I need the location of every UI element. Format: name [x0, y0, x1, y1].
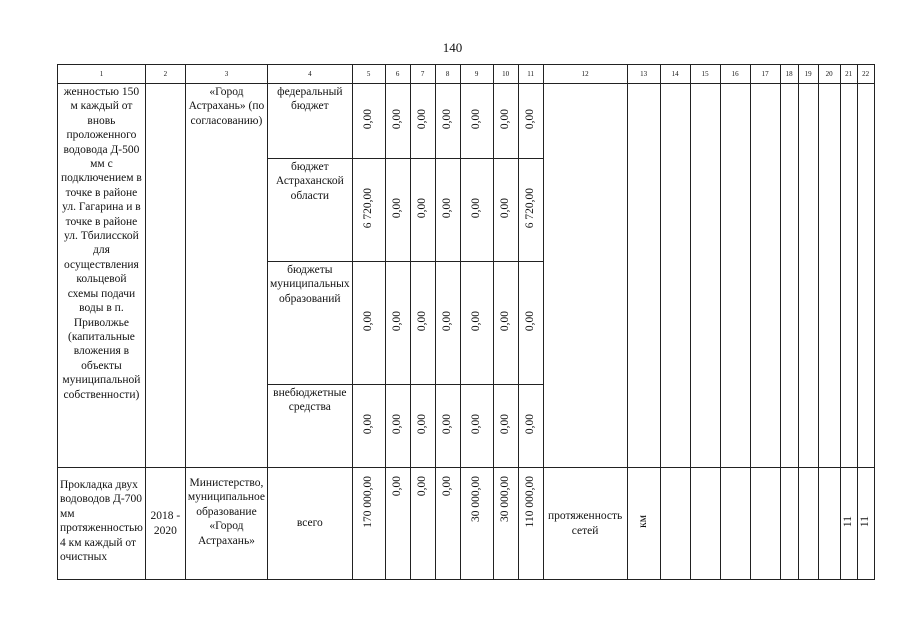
funding-source: бюджеты муниципальных образований	[268, 262, 353, 385]
budget-table	[57, 64, 875, 580]
amount-value: 30 000,00	[470, 476, 483, 522]
header-cell: 21	[840, 65, 857, 84]
header-cell: 15	[690, 65, 720, 84]
amount-value: 0,00	[416, 108, 429, 129]
amount-value: 110 000,00	[524, 476, 537, 528]
amount-value: 0,00	[416, 310, 429, 331]
header-cell: 9	[460, 65, 493, 84]
executor-cell: Министерство, муниципальное образование «Город Астрахань»	[185, 468, 267, 580]
amount-value: 0,00	[416, 413, 429, 434]
period-cell	[145, 468, 185, 580]
amount-value: 170 000,00	[362, 476, 375, 528]
amount-value: 0,00	[524, 413, 537, 434]
header-cell: 22	[857, 65, 874, 84]
header-cell: 12	[543, 65, 627, 84]
period-value: 2018 - 2020	[150, 510, 181, 537]
amount-value: 0,00	[441, 108, 454, 129]
amount-value: 0,00	[499, 413, 512, 434]
amount-value: 0,00	[441, 413, 454, 434]
header-cell: 1	[58, 65, 146, 84]
measure-description: Прокладка двух водоводов Д-700 мм протяженностью 4 км каждый от очистных	[58, 468, 146, 580]
amount-value: 0,00	[499, 310, 512, 331]
funding-source: всего	[268, 468, 353, 580]
amount-value: 0,00	[391, 476, 404, 497]
measure-description: женностью 150 м каждый от вновь проложенного водовода Д-500 мм с подключением в точке в районе ул. Гагарина и в точке в районе ул. Тбилисской для осуществления кольцевой схемы подачи воды в п. Приволжье (капитальные вложения в объекты муниципальной собственности)	[58, 84, 146, 468]
header-cell: 5	[352, 65, 385, 84]
table-row	[58, 84, 875, 159]
amount-value: 0,00	[470, 310, 483, 331]
funding-source: бюджет Астраханской области	[268, 159, 353, 262]
amount-value: 0,00	[524, 310, 537, 331]
indicator-cell: протяженность сетей	[543, 468, 627, 580]
amount-value: 0,00	[470, 197, 483, 218]
amount-value: 6 720,00	[362, 187, 375, 228]
header-cell: 6	[385, 65, 410, 84]
amount-value: 0,00	[470, 108, 483, 129]
page-number: 140	[442, 40, 463, 55]
amount-value: 0,00	[362, 310, 375, 331]
unit-value: км	[637, 514, 650, 528]
indicator-cell	[543, 84, 627, 468]
amount-value: 0,00	[441, 197, 454, 218]
header-cell: 13	[627, 65, 660, 84]
header-cell: 19	[798, 65, 818, 84]
header-cell: 2	[145, 65, 185, 84]
target-value: 11	[842, 515, 855, 527]
header-cell: 17	[750, 65, 780, 84]
period-cell	[145, 84, 185, 468]
header-cell: 20	[818, 65, 840, 84]
header-cell: 16	[720, 65, 750, 84]
amount-value: 0,00	[391, 108, 404, 129]
amount-value: 0,00	[524, 108, 537, 129]
amount-value: 0,00	[499, 197, 512, 218]
header-cell: 18	[780, 65, 798, 84]
amount-value: 0,00	[499, 108, 512, 129]
amount-value: 0,00	[391, 310, 404, 331]
amount-value: 0,00	[391, 413, 404, 434]
amount-value: 0,00	[416, 197, 429, 218]
amount-value: 0,00	[470, 413, 483, 434]
header-cell: 14	[660, 65, 690, 84]
header-row	[58, 65, 875, 84]
amount-value: 0,00	[362, 413, 375, 434]
header-cell: 4	[268, 65, 353, 84]
funding-source: федеральный бюджет	[268, 84, 353, 159]
amount-value: 30 000,00	[499, 476, 512, 522]
funding-source: внебюджетные средства	[268, 385, 353, 468]
header-cell: 10	[493, 65, 518, 84]
header-cell: 11	[518, 65, 543, 84]
target-value: 11	[859, 515, 872, 527]
table-row	[58, 468, 875, 580]
amount-value: 0,00	[391, 197, 404, 218]
executor-cell: «Город Астрахань» (по согласованию)	[185, 84, 267, 468]
amount-value: 0,00	[416, 476, 429, 497]
amount-value: 0,00	[441, 310, 454, 331]
amount-value: 0,00	[441, 476, 454, 497]
header-cell: 8	[435, 65, 460, 84]
amount-value: 0,00	[362, 108, 375, 129]
amount-value: 6 720,00	[524, 187, 537, 228]
header-cell: 7	[410, 65, 435, 84]
header-cell: 3	[185, 65, 267, 84]
